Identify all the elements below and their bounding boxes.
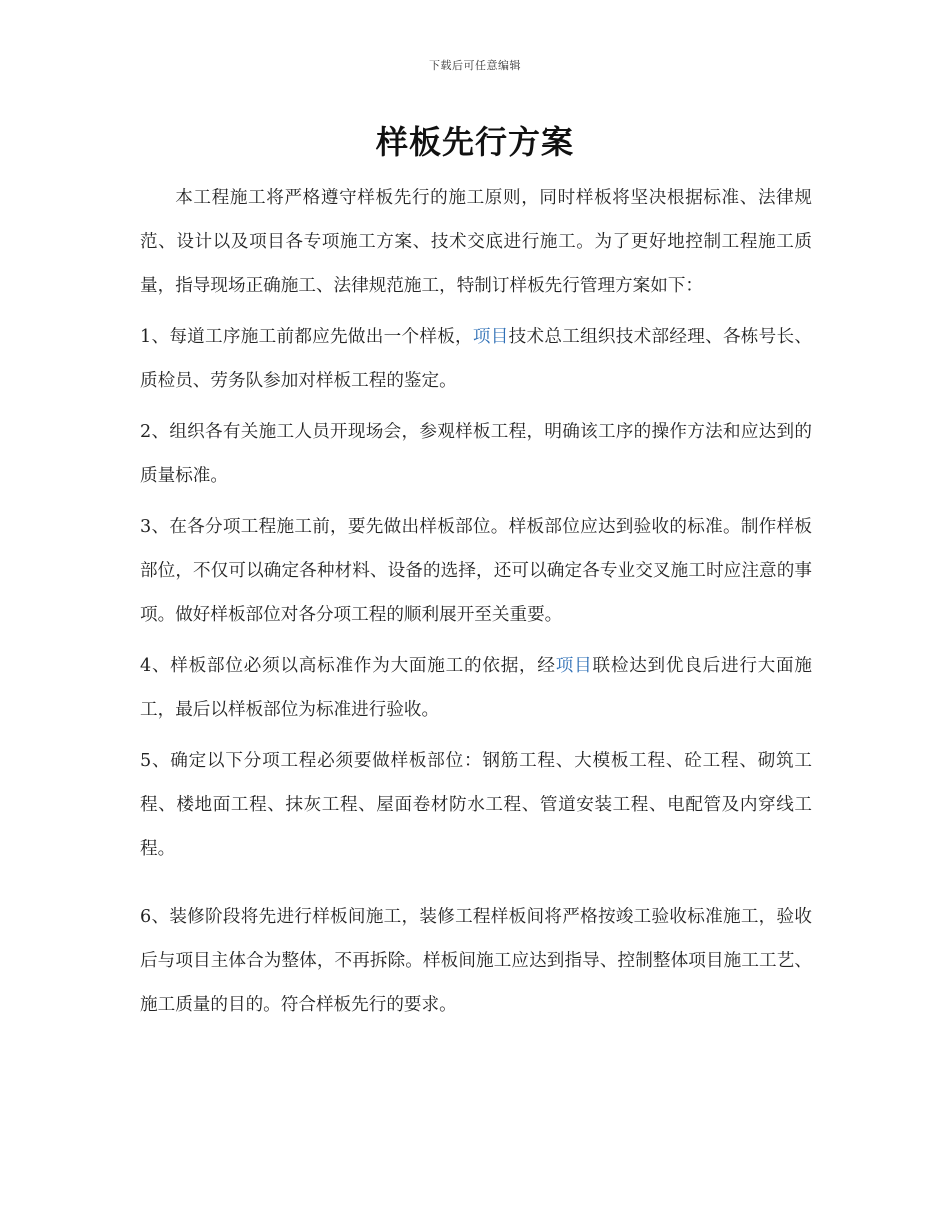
item-1-paragraph bbox=[140, 315, 812, 403]
document-title: 样板先行方案 bbox=[375, 123, 574, 161]
item-4-project-link[interactable]: 项目 bbox=[555, 656, 593, 676]
item-3-paragraph: 3、在各分项工程施工前，要先做出样板部位。样板部位应达到验收的标准。制作样板部位，不仅可以确定各种材料、设备的选择，还可以确定各专业交叉施工时应注意的事项。做好样板部位对各分项工程的顺利展开至关重要。 bbox=[140, 517, 812, 625]
item-4-paragraph bbox=[140, 644, 812, 732]
item-1-text-start: 1、每道工序施工前都应先做出一个样板， bbox=[140, 327, 473, 347]
item-4-text-end: 联检达到优良后进行大面施工，最后以样板部位为标准进行验收。 bbox=[140, 656, 812, 720]
item-6-paragraph: 6、装修阶段将先进行样板间施工，装修工程样板间将严格按竣工验收标准施工，验收后与项目主体合为整体，不再拆除。样板间施工应达到指导、控制整体项目施工工艺、施工质量的目的。符合样板先行的要求。 bbox=[140, 907, 812, 1015]
item-2-paragraph: 2、组织各有关施工人员开现场会，参观样板工程，明确该工序的操作方法和应达到的质量标准。 bbox=[140, 422, 812, 486]
item-1-text-end: 技术总工组织技术部经理、各栋号长、质检员、劳务队参加对样板工程的鉴定。 bbox=[140, 327, 812, 391]
document-body bbox=[140, 176, 812, 1034]
header-note: 下载后可任意编辑 bbox=[429, 59, 521, 72]
item-5-paragraph: 5、确定以下分项工程必须要做样板部位：钢筋工程、大模板工程、砼工程、砌筑工程、楼地面工程、抹灰工程、屋面卷材防水工程、管道安装工程、电配管及内穿线工程。 bbox=[140, 751, 812, 859]
item-1-project-link[interactable]: 项目 bbox=[472, 327, 509, 347]
item-4-text-start: 4、样板部位必须以高标准作为大面施工的依据，经 bbox=[140, 656, 556, 676]
intro-paragraph: 本工程施工将严格遵守样板先行的施工原则，同时样板将坚决根据标准、法律规范、设计以及项目各专项施工方案、技术交底进行施工。为了更好地控制工程施工质量，指导现场正确施工、法律规范施工，特制订样板先行管理方案如下： bbox=[140, 188, 812, 296]
